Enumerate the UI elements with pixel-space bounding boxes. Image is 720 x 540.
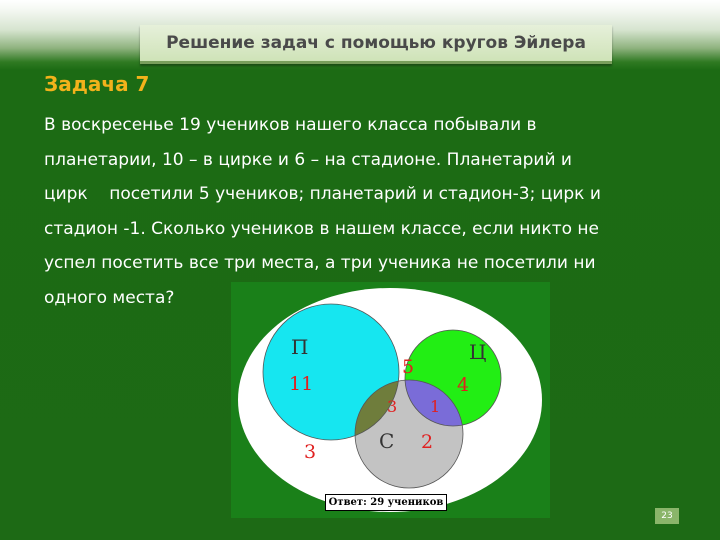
value-circus-stadium: 1 — [430, 397, 441, 416]
value-planetarium-stadium: 3 — [387, 397, 398, 416]
answer-box: Ответ: 29 учеников — [325, 494, 447, 511]
task-line: В воскресенье 19 учеников нашего класса побывали в — [44, 115, 537, 135]
value-planetarium-only: 11 — [289, 373, 314, 395]
value-outside: 3 — [304, 441, 317, 463]
slide-title: Решение задач с помощью кругов Эйлера — [140, 25, 612, 64]
task-heading: Задача 7 — [44, 72, 150, 96]
label-circus: Ц — [469, 340, 487, 364]
label-planetarium: П — [291, 335, 309, 359]
task-line: планетарии, 10 – в цирке и 6 – на стадионе. Планетарий и — [44, 149, 572, 170]
task-line: одного места? — [44, 287, 175, 308]
value-planetarium-circus: 5 — [402, 356, 415, 378]
value-circus-only: 4 — [457, 374, 470, 396]
euler-diagram-svg — [231, 282, 550, 518]
task-line: стадион -1. Сколько учеников в нашем классе, если никто не — [44, 218, 600, 239]
euler-diagram — [231, 282, 550, 518]
page-number: 23 — [655, 508, 679, 524]
task-line: успел посетить все три места, а три ученика не посетили ни — [44, 253, 596, 273]
task-line: цирк посетили 5 учеников; планетарий и стадион-3; цирк и — [44, 184, 601, 204]
value-stadium-only: 2 — [421, 431, 434, 453]
label-stadium: С — [379, 429, 395, 453]
